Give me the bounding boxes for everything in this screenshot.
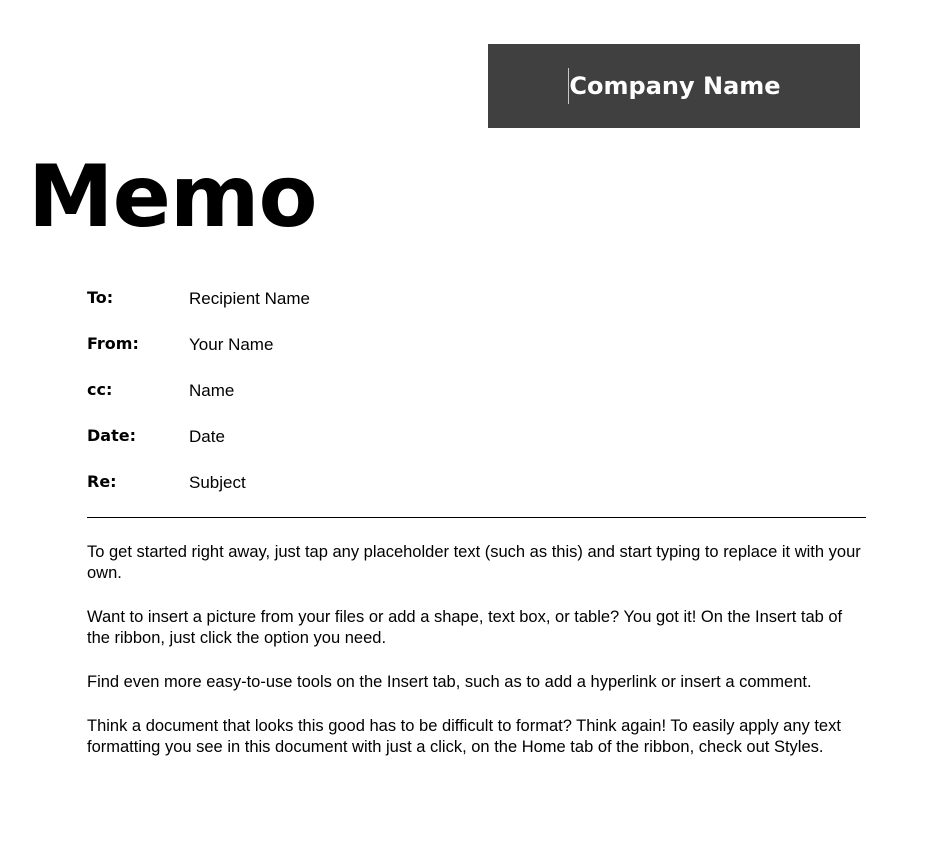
- memo-header-fields: [87, 286, 867, 516]
- date-label: Date:: [87, 426, 136, 445]
- cc-name-field[interactable]: Name: [189, 381, 235, 400]
- field-row-to: [87, 286, 867, 332]
- body-paragraph[interactable]: Think a document that looks this good has to be difficult to format? Think again! To easily apply any text formatting you see in this document with just a click, on the Home tab of the ribbon, check out Styles.: [87, 717, 841, 756]
- header-divider: [87, 517, 866, 518]
- field-row-from: [87, 332, 867, 378]
- from-label: From:: [87, 334, 139, 353]
- body-paragraph[interactable]: Find even more easy-to-use tools on the Insert tab, such as to add a hyperlink or insert a comment.: [87, 673, 812, 691]
- text-cursor: [568, 68, 569, 104]
- to-label: To:: [87, 288, 114, 307]
- field-row-cc: [87, 378, 867, 424]
- memo-title[interactable]: Memo: [28, 147, 317, 247]
- cc-label: cc:: [87, 380, 113, 399]
- field-row-re: [87, 470, 867, 516]
- your-name-field[interactable]: Your Name: [189, 335, 274, 354]
- date-field[interactable]: Date: [189, 427, 225, 446]
- body-paragraph[interactable]: Want to insert a picture from your files or add a shape, text box, or table? You got it! On the Insert tab of the ribbon, just click the option you need.: [87, 608, 843, 647]
- re-label: Re:: [87, 472, 117, 491]
- recipient-name-field[interactable]: Recipient Name: [189, 289, 310, 308]
- body-paragraph[interactable]: To get started right away, just tap any placeholder text (such as this) and start typing to replace it with your own.: [87, 543, 861, 582]
- company-name-box[interactable]: [488, 44, 860, 128]
- field-row-date: [87, 424, 867, 470]
- company-name[interactable]: Company Name: [569, 72, 781, 100]
- memo-body: [87, 542, 867, 781]
- subject-field[interactable]: Subject: [189, 473, 246, 492]
